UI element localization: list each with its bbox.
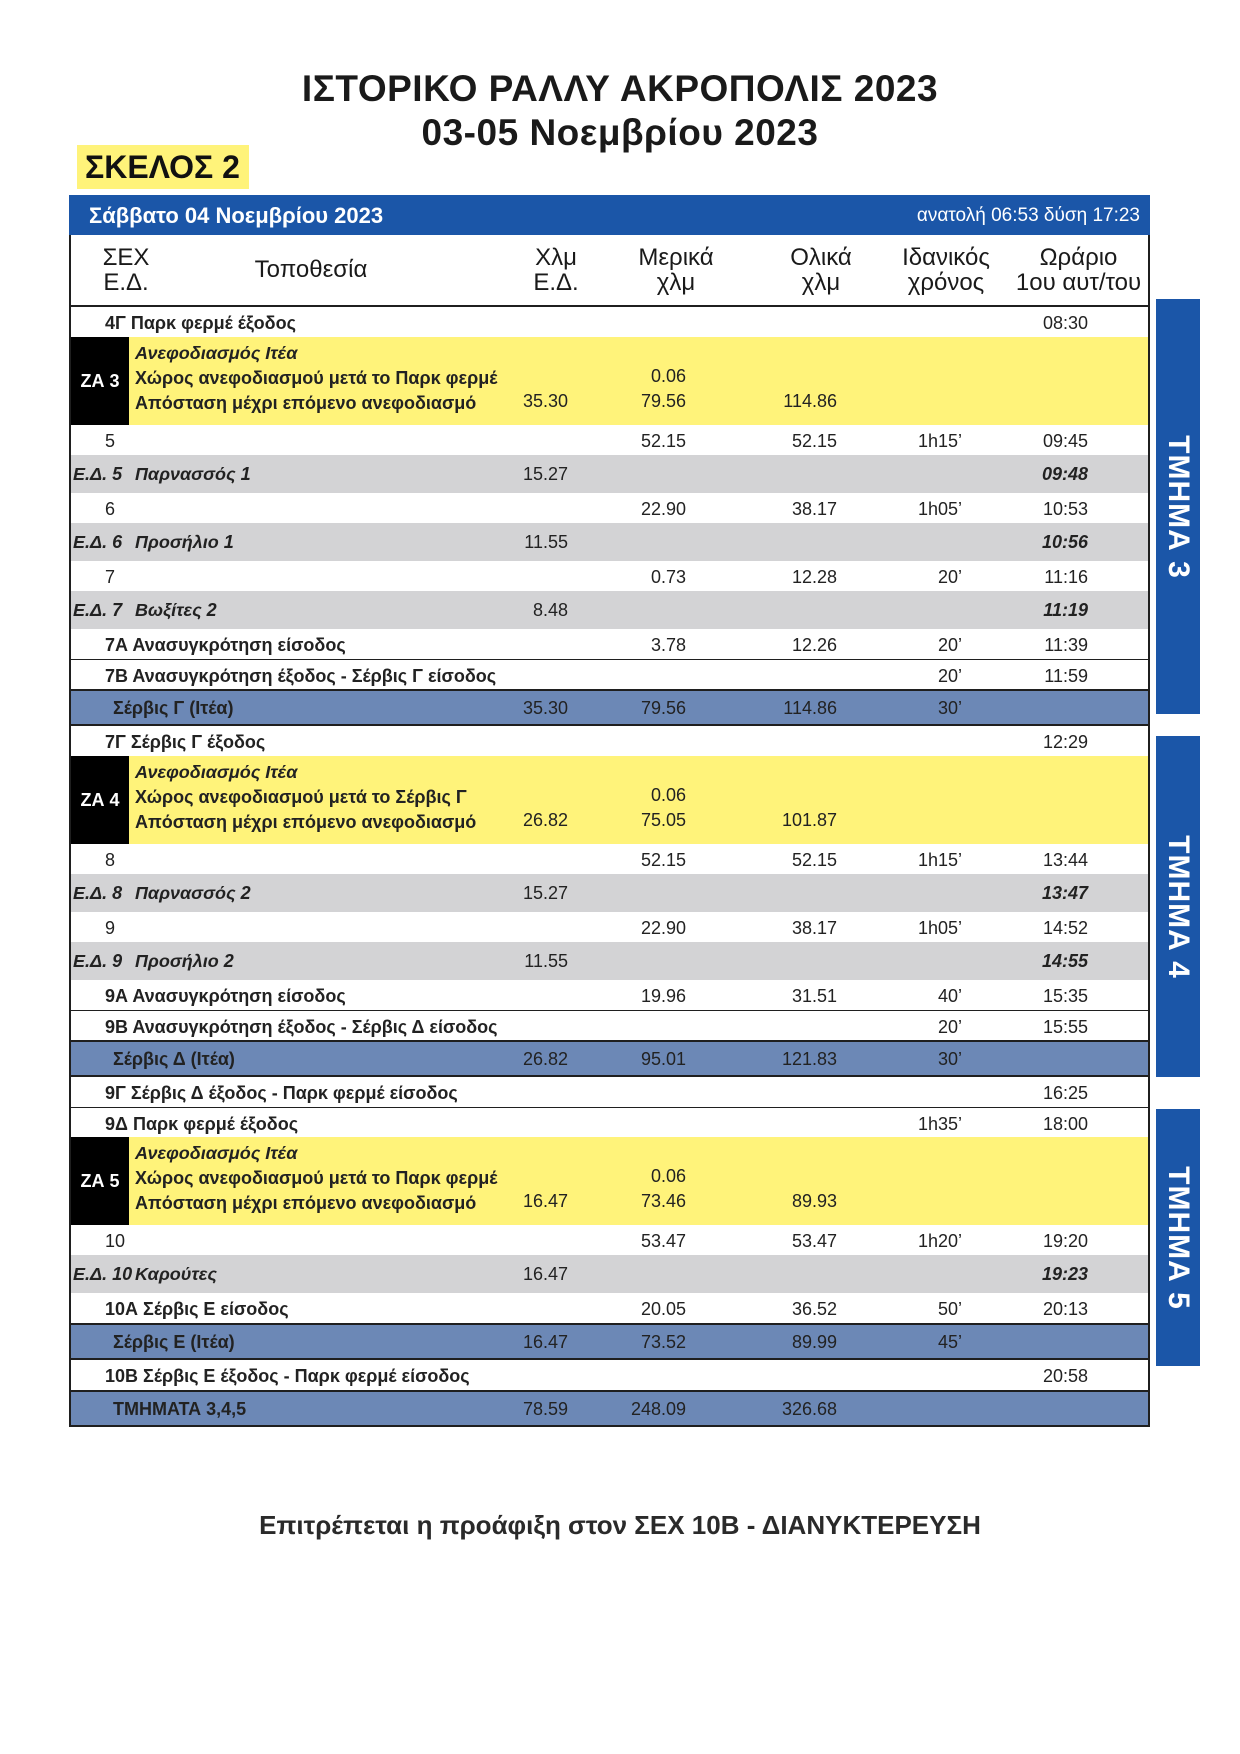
start-time: 16:25 [1042, 1083, 1088, 1103]
partial-km: 20.05 [640, 1299, 686, 1319]
location-label: 5 [105, 431, 116, 451]
control-row [69, 629, 1150, 659]
total-km: 38.17 [791, 918, 837, 938]
partial-km: 248.09 [630, 1399, 686, 1419]
stage-row [69, 455, 1150, 493]
stage-km: 16.47 [522, 1332, 568, 1352]
start-time: 20:13 [1042, 1299, 1088, 1319]
header-partial: Μερικά χλμ [638, 244, 714, 296]
start-time: 11:19 [1043, 600, 1088, 620]
ideal-time: 20’ [937, 1017, 962, 1037]
total-km: 36.52 [791, 1299, 837, 1319]
service-row [69, 1323, 1150, 1360]
ideal-time: 30’ [937, 698, 962, 718]
footer-note: Επιτρέπεται η προάφιξη στον ΣΕΧ 10Β - ΔΙΑΝΥΚΤΕΡΕΥΣΗ [259, 1510, 981, 1540]
ideal-time: 45’ [937, 1332, 962, 1352]
start-time: 14:52 [1042, 918, 1088, 938]
location-label: 9 [105, 918, 116, 938]
stage-km: 16.47 [522, 1264, 568, 1284]
location-label: 7 [105, 567, 116, 587]
ideal-time: 1h05’ [917, 918, 962, 938]
control-row [69, 912, 1150, 942]
ideal-time: 1h15’ [917, 850, 962, 870]
partial-km: 0.06 [650, 366, 686, 386]
ideal-time: 50’ [937, 1299, 962, 1319]
start-time: 12:29 [1042, 732, 1088, 752]
refuel-zone-line: Απόσταση μέχρι επόμενο ανεφοδιασμό [135, 812, 477, 832]
stage-number: Ε.Δ. 10 [73, 1264, 133, 1284]
control-row [69, 1107, 1150, 1137]
location-label: Σέρβις Γ (Ιτέα) [113, 698, 234, 718]
refuel-zone-line: Χώρος ανεφοδιασμού μετά το Παρκ φερμέ [135, 368, 498, 388]
page-subtitle-dates: 03-05 Νοεμβρίου 2023 [421, 112, 819, 153]
control-row [69, 980, 1150, 1010]
stage-name: Προσήλιο 1 [135, 532, 234, 552]
partial-km: 73.46 [640, 1191, 686, 1211]
partial-km: 0.73 [650, 567, 686, 587]
partial-km: 52.15 [640, 431, 686, 451]
service-row [69, 1040, 1150, 1077]
stage-name: Προσήλιο 2 [135, 951, 234, 971]
partial-km: 0.06 [650, 1166, 686, 1186]
total-km: 114.86 [783, 391, 837, 411]
total-km: 12.28 [791, 567, 837, 587]
control-row [69, 493, 1150, 523]
stage-number: Ε.Δ. 6 [73, 532, 123, 552]
stage-row [69, 942, 1150, 980]
total-km: 114.86 [783, 698, 837, 718]
ideal-time: 1h20’ [917, 1231, 962, 1251]
section-label: ΤΜΗΜΑ 3 [1162, 434, 1195, 579]
stage-number: Ε.Δ. 5 [73, 464, 123, 484]
start-time: 15:35 [1042, 986, 1088, 1006]
refuel-zone-line: Απόσταση μέχρι επόμενο ανεφοδιασμό [135, 393, 477, 413]
control-row [69, 561, 1150, 591]
location-label: 10 [105, 1231, 126, 1251]
start-time: 10:53 [1042, 499, 1088, 519]
partial-km: 0.06 [650, 785, 686, 805]
control-row [69, 844, 1150, 874]
ideal-time: 1h35’ [917, 1114, 962, 1134]
stage-km: 15.27 [522, 883, 568, 903]
page-title: ΙΣΤΟΡΙΚΟ ΡΑΛΛΥ ΑΚΡΟΠΟΛΙΣ 2023 [301, 68, 939, 109]
ideal-time: 40’ [937, 986, 962, 1006]
refuel-zone-row [69, 1137, 1150, 1225]
stage-number: Ε.Δ. 9 [73, 951, 123, 971]
refuel-zone-lines [135, 1141, 497, 1216]
stage-name: Παρνασσός 2 [135, 883, 251, 903]
total-km: 52.15 [791, 850, 837, 870]
partial-km: 95.01 [640, 1049, 686, 1069]
location-label: Σέρβις Δ (Ιτέα) [113, 1049, 235, 1069]
location-label: 7Α Ανασυγκρότηση είσοδος [105, 635, 346, 655]
stage-name: Βωξίτες 2 [135, 600, 217, 620]
total-km: 121.83 [781, 1049, 837, 1069]
service-row [69, 1390, 1150, 1427]
stage-km: 15.27 [522, 464, 568, 484]
partial-km: 75.05 [640, 810, 686, 830]
ideal-time: 20’ [937, 666, 962, 686]
refuel-zone-row [69, 756, 1150, 844]
total-km: 89.99 [791, 1332, 837, 1352]
header-total: Ολικά χλμ [790, 244, 852, 296]
partial-km: 19.96 [640, 986, 686, 1006]
partial-km: 53.47 [640, 1231, 686, 1251]
total-km: 101.87 [781, 810, 837, 830]
location-label: 7Β Ανασυγκρότηση έξοδος - Σέρβις Γ είσοδος [105, 666, 497, 686]
total-km: 53.47 [791, 1231, 837, 1251]
refuel-zone-badge: ΖΑ 5 [71, 1137, 129, 1225]
column-headers [69, 235, 1150, 307]
location-label: 9Β Ανασυγκρότηση έξοδος - Σέρβις Δ είσοδος [105, 1017, 498, 1037]
location-label: 9Α Ανασυγκρότηση είσοδος [105, 986, 346, 1006]
partial-km: 79.56 [640, 698, 686, 718]
stage-km: 26.82 [522, 810, 568, 830]
day-header [69, 195, 1150, 235]
control-row [69, 1225, 1150, 1255]
section-label: ΤΜΗΜΑ 5 [1162, 1165, 1195, 1310]
start-time: 10:56 [1041, 532, 1088, 552]
day-name: Σάββατο 04 Νοεμβρίου 2023 [89, 203, 384, 228]
stage-row [69, 591, 1150, 629]
control-row [69, 1293, 1150, 1323]
partial-km: 79.56 [640, 391, 686, 411]
total-km: 326.68 [781, 1399, 837, 1419]
total-km: 31.51 [791, 986, 837, 1006]
refuel-zone-badge: ΖΑ 4 [71, 756, 129, 844]
refuel-zone-badge: ΖΑ 3 [71, 337, 129, 425]
location-label: 6 [105, 499, 116, 519]
refuel-zone-line: Ανεφοδιασμός Ιτέα [135, 1143, 298, 1163]
total-km: 38.17 [791, 499, 837, 519]
section-label: ΤΜΗΜΑ 4 [1162, 834, 1195, 979]
start-time: 19:20 [1042, 1231, 1088, 1251]
total-km: 12.26 [791, 635, 837, 655]
stage-km: 35.30 [522, 698, 568, 718]
control-row [69, 307, 1150, 337]
start-time: 09:45 [1042, 431, 1088, 451]
control-row [69, 659, 1150, 689]
stage-name: Παρνασσός 1 [135, 464, 251, 484]
location-label: 9Γ Σέρβις Δ έξοδος - Παρκ φερμέ είσοδος [105, 1083, 458, 1103]
control-row [69, 726, 1150, 756]
start-time: 15:55 [1042, 1017, 1088, 1037]
service-row [69, 689, 1150, 726]
refuel-zone-lines [135, 760, 476, 835]
stage-row [69, 874, 1150, 912]
refuel-zone-line: Ανεφοδιασμός Ιτέα [135, 343, 298, 363]
stage-number: Ε.Δ. 8 [73, 883, 123, 903]
start-time: 11:16 [1044, 567, 1088, 587]
location-label: 7Γ Σέρβις Γ έξοδος [105, 732, 266, 752]
leg-badge: ΣΚΕΛΟΣ 2 [77, 145, 249, 189]
start-time: 13:44 [1042, 850, 1088, 870]
partial-km: 52.15 [640, 850, 686, 870]
partial-km: 22.90 [640, 918, 686, 938]
location-label: 10Α Σέρβις Ε είσοδος [105, 1299, 289, 1319]
ideal-time: 30’ [937, 1049, 962, 1069]
section-band-5 [1156, 1109, 1200, 1366]
header-sex: ΣΕΧ Ε.Δ. [102, 244, 150, 296]
refuel-zone-line: Χώρος ανεφοδιασμού μετά το Σέρβις Γ [135, 787, 467, 807]
stage-km: 26.82 [522, 1049, 568, 1069]
refuel-zone-row [69, 337, 1150, 425]
control-row [69, 1077, 1150, 1107]
partial-km: 73.52 [640, 1332, 686, 1352]
start-time: 13:47 [1041, 883, 1088, 903]
location-label: 10Β Σέρβις Ε έξοδος - Παρκ φερμέ είσοδος [105, 1366, 470, 1386]
location-label: 4Γ Παρκ φερμέ έξοδος [105, 313, 296, 333]
header-location: Τοποθεσία [254, 256, 368, 283]
start-time: 11:59 [1044, 666, 1088, 686]
refuel-zone-line: Χώρος ανεφοδιασμού μετά το Παρκ φερμέ [135, 1168, 498, 1188]
stage-km: 16.47 [522, 1191, 568, 1211]
start-time: 11:39 [1044, 635, 1088, 655]
ideal-time: 20’ [937, 567, 962, 587]
ideal-time: 20’ [937, 635, 962, 655]
start-time: 14:55 [1041, 951, 1088, 971]
control-row [69, 1010, 1150, 1040]
location-label: ΤΜΗΜΑΤΑ 3,4,5 [113, 1399, 247, 1419]
sunrise-sunset: ανατολή 06:53 δύση 17:23 [916, 205, 1140, 226]
location-label: 9Δ Παρκ φερμέ έξοδος [105, 1114, 299, 1134]
refuel-zone-line: Ανεφοδιασμός Ιτέα [135, 762, 298, 782]
control-row [69, 1360, 1150, 1390]
stage-km: 35.30 [522, 391, 568, 411]
stage-row [69, 523, 1150, 561]
partial-km: 22.90 [640, 499, 686, 519]
header-ideal: Ιδανικός χρόνος [902, 244, 990, 296]
partial-km: 3.78 [650, 635, 686, 655]
stage-km: 8.48 [532, 600, 568, 620]
start-time: 08:30 [1042, 313, 1088, 333]
ideal-time: 1h05’ [917, 499, 962, 519]
start-time: 20:58 [1042, 1366, 1088, 1386]
stage-name: Καρούτες [135, 1264, 217, 1284]
location-label: Σέρβις Ε (Ιτέα) [113, 1332, 235, 1352]
header-time: Ωράριο 1ου αυτ/του [1015, 244, 1142, 296]
stage-number: Ε.Δ. 7 [73, 600, 123, 620]
header-km: Χλμ Ε.Δ. [533, 244, 579, 296]
start-time: 09:48 [1041, 464, 1088, 484]
ideal-time: 1h15’ [917, 431, 962, 451]
refuel-zone-lines [135, 341, 497, 416]
control-row [69, 425, 1150, 455]
total-km: 89.93 [791, 1191, 837, 1211]
stage-km: 11.55 [524, 532, 568, 552]
location-label: 8 [105, 850, 116, 870]
stage-row [69, 1255, 1150, 1293]
start-time: 19:23 [1041, 1264, 1088, 1284]
refuel-zone-line: Απόσταση μέχρι επόμενο ανεφοδιασμό [135, 1193, 477, 1213]
stage-km: 78.59 [522, 1399, 568, 1419]
section-band-4 [1156, 736, 1200, 1077]
section-band-3 [1156, 299, 1200, 714]
stage-km: 11.55 [524, 951, 568, 971]
start-time: 18:00 [1042, 1114, 1088, 1134]
total-km: 52.15 [791, 431, 837, 451]
